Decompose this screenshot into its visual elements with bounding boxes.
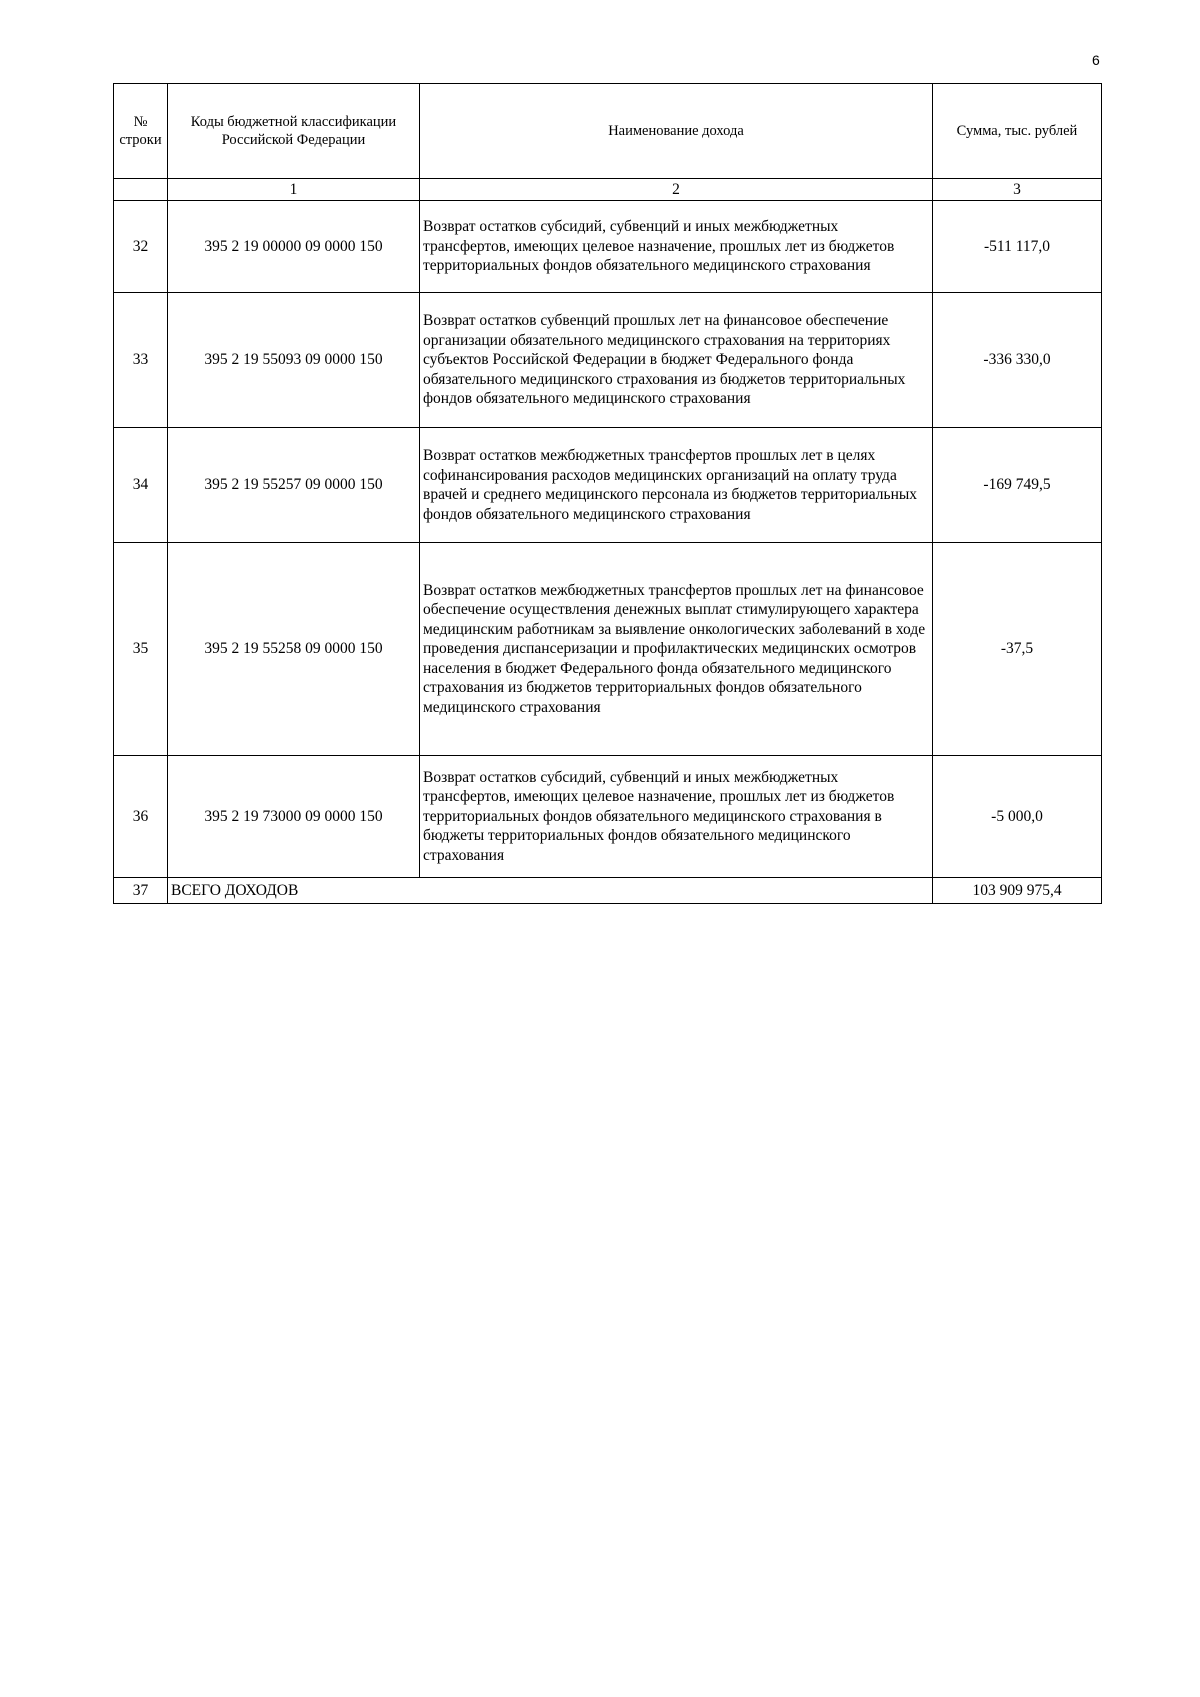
header-budget-code: Коды бюджетной классификации Российской Федерации [168,84,420,179]
table-row [114,543,1102,756]
row-number: 34 [114,428,168,543]
amount: -336 330,0 [933,293,1102,428]
table-row [114,428,1102,543]
amount: -169 749,5 [933,428,1102,543]
table-header-row [114,84,1102,179]
revenue-name: Возврат остатков межбюджетных трансфертов прошлых лет в целях софинансирования расходов медицинских организаций на оплату труда врачей и среднего медицинского персонала из бюджетов территориальных фондов обязательного медицинского страхования [420,428,933,543]
budget-code: 395 2 19 55093 09 0000 150 [168,293,420,428]
row-number: 36 [114,756,168,878]
amount: -37,5 [933,543,1102,756]
row-number: 35 [114,543,168,756]
column-index-2: 2 [420,179,933,201]
revenue-table [113,83,1102,904]
column-index-empty [114,179,168,201]
table-row [114,293,1102,428]
table-row [114,756,1102,878]
table-row [114,201,1102,293]
column-index-3: 3 [933,179,1102,201]
budget-code: 395 2 19 55257 09 0000 150 [168,428,420,543]
header-revenue-name: Наименование дохода [420,84,933,179]
revenue-name: Возврат остатков межбюджетных трансфертов прошлых лет на финансовое обеспечение осуществления денежных выплат стимулирующего характера медицинским работникам за выявление онкологических заболеваний в ходе проведения диспансеризации и профилактических медицинских осмотров населения в бюджет Федерального фонда обязательного медицинского страхования из бюджетов территориальных фондов обязательного медицинского страхования [420,543,933,756]
total-amount: 103 909 975,4 [933,878,1102,904]
row-number: 33 [114,293,168,428]
total-row [114,878,1102,904]
budget-code: 395 2 19 73000 09 0000 150 [168,756,420,878]
amount: -511 117,0 [933,201,1102,293]
total-label: ВСЕГО ДОХОДОВ [168,878,933,904]
header-amount: Сумма, тыс. рублей [933,84,1102,179]
column-index-row [114,179,1102,201]
header-row-number: № строки [114,84,168,179]
page-number: 6 [1092,52,1100,68]
budget-code: 395 2 19 00000 09 0000 150 [168,201,420,293]
row-number: 32 [114,201,168,293]
budget-code: 395 2 19 55258 09 0000 150 [168,543,420,756]
amount: -5 000,0 [933,756,1102,878]
column-index-1: 1 [168,179,420,201]
revenue-name: Возврат остатков субсидий, субвенций и иных межбюджетных трансфертов, имеющих целевое назначение, прошлых лет из бюджетов территориальных фондов обязательного медицинского страхования [420,201,933,293]
row-number: 37 [114,878,168,904]
revenue-name: Возврат остатков субсидий, субвенций и иных межбюджетных трансфертов, имеющих целевое назначение, прошлых лет из бюджетов территориальных фондов обязательного медицинского страхования в бюджеты территориальных фондов обязательного медицинского страхования [420,756,933,878]
revenue-name: Возврат остатков субвенций прошлых лет на финансовое обеспечение организации обязательного медицинского страхования на территориях субъектов Российской Федерации в бюджет Федерального фонда обязательного медицинского страхования из бюджетов территориальных фондов обязательного медицинского страхования [420,293,933,428]
